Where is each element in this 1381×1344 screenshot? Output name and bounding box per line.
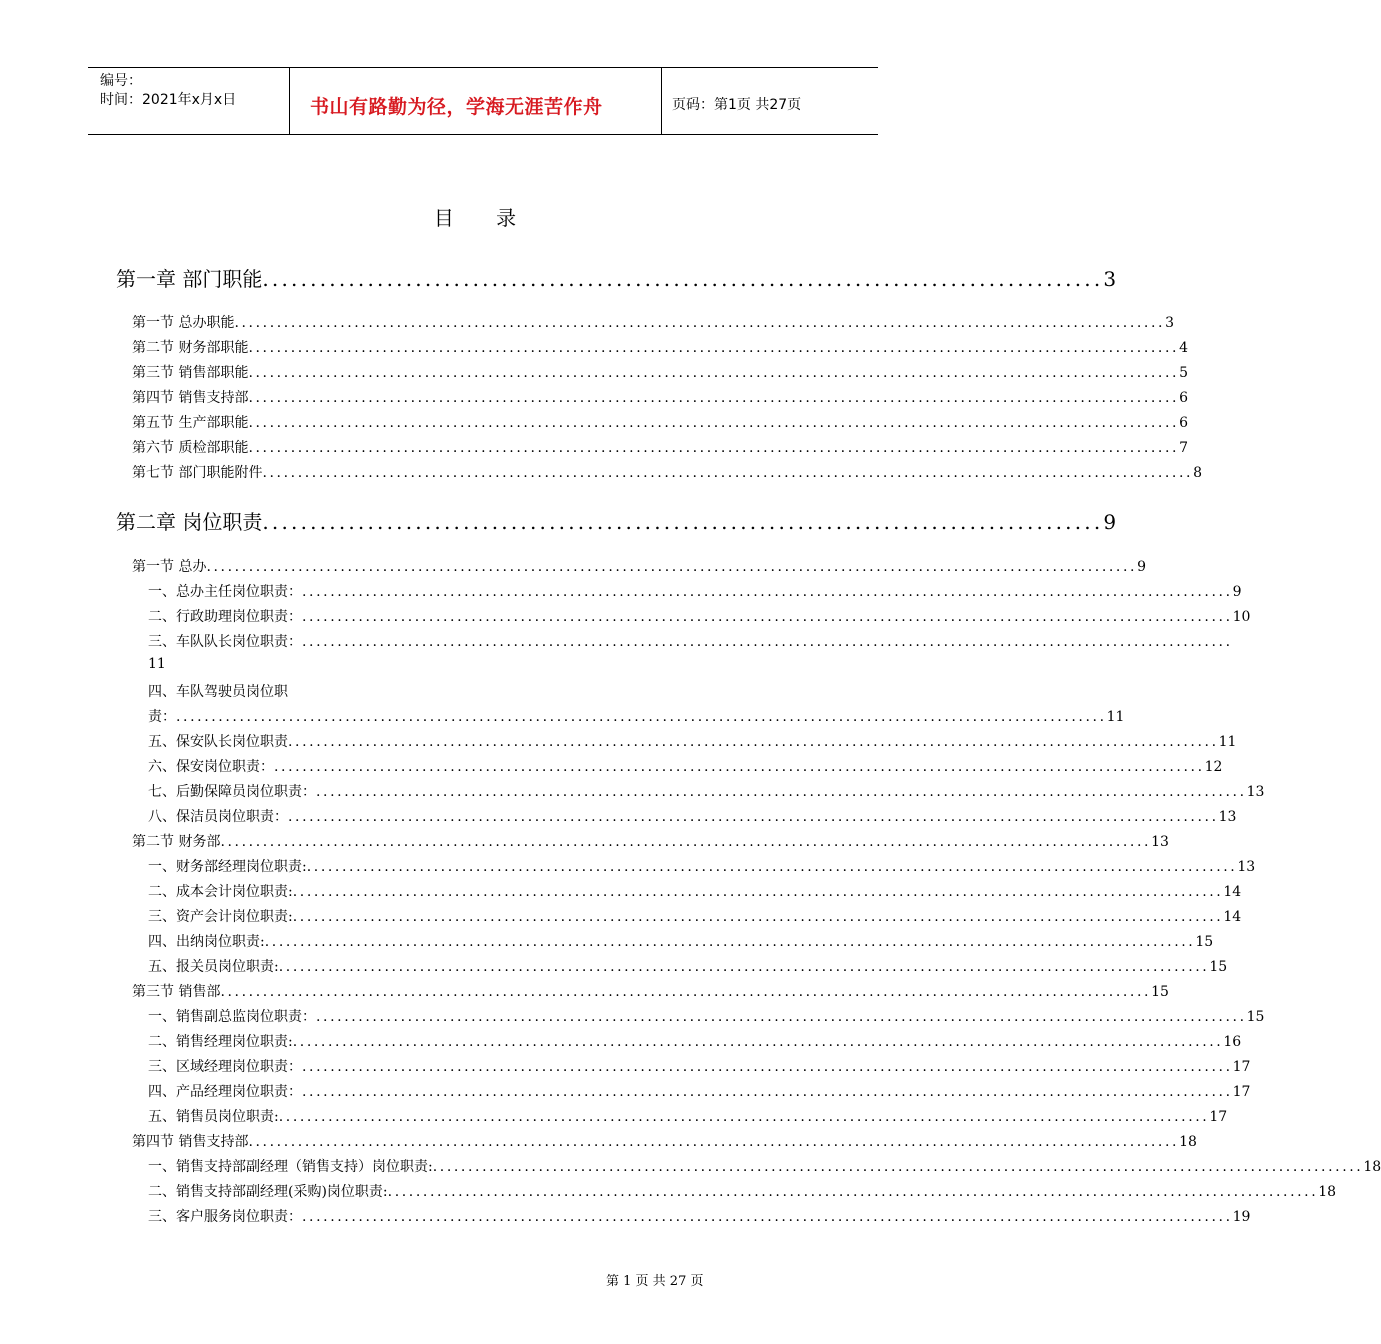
toc-item[interactable] bbox=[148, 1106, 1228, 1126]
toc-item[interactable] bbox=[148, 706, 1125, 726]
toc-leader: .................................................................................................................................... bbox=[264, 934, 1196, 950]
toc-label: 五、报关员岗位职责: bbox=[148, 959, 279, 975]
toc-leader: .................................................................................................................................... bbox=[274, 759, 1205, 775]
toc-leader: .................................................................................................................................... bbox=[302, 1084, 1233, 1100]
toc-page: 15 bbox=[1246, 1009, 1265, 1025]
toc-label: 三、客户服务岗位职责： bbox=[148, 1209, 302, 1225]
toc-leader: .................................................................................................................................... bbox=[248, 365, 1180, 381]
toc-page: 19 bbox=[1232, 1209, 1251, 1225]
toc-page: 9 bbox=[1137, 559, 1146, 575]
toc-page: 13 bbox=[1237, 859, 1256, 875]
toc-section[interactable] bbox=[132, 362, 1188, 382]
toc-label: 三、资产会计岗位职责: bbox=[148, 909, 293, 925]
toc-leader: .................................................................................................................................... bbox=[248, 340, 1180, 356]
toc-page: 12 bbox=[1204, 759, 1223, 775]
toc-chapter[interactable] bbox=[116, 263, 1117, 292]
toc-page: 11 bbox=[1218, 734, 1237, 750]
toc-item[interactable] bbox=[148, 631, 1233, 651]
toc-leader: .................................................................................................................................... bbox=[288, 734, 1219, 750]
toc-label: 第一节 总办职能 bbox=[132, 315, 235, 331]
toc-leader: .................................................................................................................................... bbox=[387, 1184, 1319, 1200]
toc-leader: .................................................................................................................................... bbox=[292, 884, 1224, 900]
toc-page: 13 bbox=[1151, 834, 1169, 850]
toc-label: 二、成本会计岗位职责: bbox=[148, 884, 293, 900]
toc-item[interactable] bbox=[148, 731, 1237, 751]
toc-leader: .................................................................................................................................... bbox=[288, 809, 1219, 825]
toc-label: 第五节 生产部职能 bbox=[132, 415, 249, 431]
toc-item[interactable] bbox=[148, 856, 1256, 876]
toc-leader: ........................................................................................ bbox=[262, 267, 1104, 291]
toc-label: 第二节 财务部职能 bbox=[132, 340, 249, 356]
toc-label: 二、销售经理岗位职责: bbox=[148, 1034, 293, 1050]
toc-section[interactable] bbox=[132, 556, 1146, 576]
toc-page: 17 bbox=[1209, 1109, 1228, 1125]
toc-page: 5 bbox=[1179, 365, 1188, 381]
toc-label: 责： bbox=[148, 709, 176, 725]
toc-leader: .................................................................................................................................... bbox=[316, 1009, 1247, 1025]
toc-leader: .................................................................................................................................... bbox=[248, 440, 1180, 456]
toc-label: 一、总办主任岗位职责： bbox=[148, 584, 302, 600]
toc-page: 14 bbox=[1223, 909, 1242, 925]
toc-page: 18 bbox=[1318, 1184, 1337, 1200]
toc-leader: .................................................................................................................................... bbox=[278, 959, 1210, 975]
toc-label: 一、销售副总监岗位职责： bbox=[148, 1009, 316, 1025]
toc-section[interactable] bbox=[132, 437, 1188, 457]
toc-label: 第三节 销售部职能 bbox=[132, 365, 249, 381]
toc-section[interactable] bbox=[132, 312, 1174, 332]
toc-leader: .................................................................................................................................... bbox=[248, 390, 1180, 406]
toc-leader: .................................................................................................................................... bbox=[278, 1109, 1210, 1125]
toc-page: 10 bbox=[1232, 609, 1251, 625]
toc-page: 3 bbox=[1165, 315, 1174, 331]
toc-leader: .................................................................................................................................... bbox=[302, 1209, 1233, 1225]
toc-page: 14 bbox=[1223, 884, 1242, 900]
toc-leader: .................................................................................................................................... bbox=[302, 609, 1233, 625]
toc-leader: .................................................................................................................................... bbox=[302, 1059, 1233, 1075]
toc-item[interactable] bbox=[148, 756, 1223, 776]
toc-page: 15 bbox=[1195, 934, 1214, 950]
toc-label: 第一节 总办 bbox=[132, 559, 207, 575]
toc-label: 第二节 财务部 bbox=[132, 834, 221, 850]
toc-label: 二、销售支持部副经理(采购)岗位职责: bbox=[148, 1184, 388, 1200]
toc-page: 18 bbox=[1179, 1134, 1197, 1150]
toc-page: 8 bbox=[1193, 465, 1202, 481]
toc-label: 四、出纳岗位职责: bbox=[148, 934, 265, 950]
toc-leader: .................................................................................................................................... bbox=[292, 909, 1224, 925]
toc-leader: .................................................................................................................................... bbox=[234, 315, 1166, 331]
toc-leader: .................................................................................................................................... bbox=[302, 634, 1233, 650]
toc-label: 三、区域经理岗位职责： bbox=[148, 1059, 302, 1075]
toc-page: 15 bbox=[1151, 984, 1169, 1000]
toc-label: 第四节 销售支持部 bbox=[132, 390, 249, 406]
toc-item[interactable] bbox=[148, 781, 1265, 801]
toc-page: 17 bbox=[1232, 1059, 1251, 1075]
toc-label: 一、销售支持部副经理（销售支持）岗位职责: bbox=[148, 1159, 433, 1175]
toc-item[interactable] bbox=[148, 906, 1242, 926]
toc-item[interactable] bbox=[148, 581, 1242, 601]
motto-text: 书山有路勤为径，学海无涯苦作舟 bbox=[310, 96, 603, 118]
toc-section[interactable] bbox=[132, 981, 1169, 1001]
toc-leader: .................................................................................................................................... bbox=[292, 1034, 1224, 1050]
toc-leader: .................................................................................................................................... bbox=[262, 465, 1194, 481]
toc-section[interactable] bbox=[132, 337, 1188, 357]
toc-label: 六、保安岗位职责： bbox=[148, 759, 274, 775]
toc-leader: .................................................................................................................................... bbox=[220, 834, 1152, 850]
toc-label: 第一章 部门职能 bbox=[116, 267, 263, 291]
toc-section[interactable] bbox=[132, 412, 1188, 432]
toc-section[interactable] bbox=[132, 462, 1202, 482]
page-footer: 第 1 页 共 27 页 bbox=[606, 1274, 704, 1289]
toc-page: 18 bbox=[1363, 1159, 1381, 1175]
toc-section[interactable] bbox=[132, 387, 1188, 407]
toc-item[interactable] bbox=[148, 1206, 1251, 1226]
header-motto-cell bbox=[290, 68, 662, 134]
toc-page-wrapped: 11 bbox=[148, 656, 166, 672]
toc-section[interactable] bbox=[132, 831, 1169, 851]
toc-item[interactable] bbox=[148, 1081, 1251, 1101]
toc-leader: .................................................................................................................................... bbox=[316, 784, 1247, 800]
toc-page: 3 bbox=[1103, 267, 1117, 291]
toc-leader: .................................................................................................................................... bbox=[248, 415, 1180, 431]
toc-label: 三、车队队长岗位职责： bbox=[148, 634, 302, 650]
toc-item[interactable] bbox=[148, 1031, 1242, 1051]
toc-label: 五、保安队长岗位职责 bbox=[148, 734, 288, 750]
toc-page: 9 bbox=[1232, 584, 1242, 600]
toc-item[interactable] bbox=[148, 881, 1242, 901]
toc-page: 9 bbox=[1103, 510, 1117, 534]
toc-label: 四、产品经理岗位职责： bbox=[148, 1084, 302, 1100]
toc-leader: ........................................................................................ bbox=[262, 510, 1104, 534]
toc-leader: .................................................................................................................................... bbox=[302, 584, 1233, 600]
toc-label: 五、销售员岗位职责: bbox=[148, 1109, 279, 1125]
toc-chapter[interactable] bbox=[116, 506, 1117, 535]
toc-leader: .................................................................................................................................... bbox=[248, 1134, 1180, 1150]
header-meta-cell bbox=[88, 68, 290, 134]
toc-item[interactable] bbox=[148, 1056, 1251, 1076]
toc-page: 7 bbox=[1179, 440, 1188, 456]
toc-item[interactable] bbox=[148, 1156, 1381, 1176]
toc-item[interactable] bbox=[148, 606, 1251, 626]
toc-page: 13 bbox=[1246, 784, 1265, 800]
time-label: 时间：2021年x月x日 bbox=[100, 92, 237, 108]
toc-item[interactable] bbox=[148, 931, 1214, 951]
header-page-cell bbox=[662, 68, 878, 134]
toc-leader: .................................................................................................................................... bbox=[432, 1159, 1364, 1175]
toc-label: 七、后勤保障员岗位职责： bbox=[148, 784, 316, 800]
toc-item[interactable] bbox=[148, 956, 1228, 976]
number-label: 编号： bbox=[100, 73, 142, 89]
toc-page: 13 bbox=[1218, 809, 1237, 825]
toc-leader: .................................................................................................................................... bbox=[306, 859, 1238, 875]
toc-label: 第七节 部门职能附件 bbox=[132, 465, 263, 481]
toc-label-wrapped: 四、车队驾驶员岗位职 bbox=[148, 684, 288, 700]
toc-page: 6 bbox=[1179, 415, 1188, 431]
toc-page: 11 bbox=[1106, 709, 1125, 725]
toc-label: 第二章 岗位职责 bbox=[116, 510, 263, 534]
toc-label: 八、保洁员岗位职责： bbox=[148, 809, 288, 825]
toc-page: 6 bbox=[1179, 390, 1188, 406]
toc-title: 目 录 bbox=[433, 206, 535, 230]
toc-item[interactable] bbox=[148, 806, 1237, 826]
toc-page: 17 bbox=[1232, 1084, 1251, 1100]
toc-leader: .................................................................................................................................... bbox=[220, 984, 1152, 1000]
toc-label: 二、行政助理岗位职责： bbox=[148, 609, 302, 625]
toc-leader: .................................................................................................................................... bbox=[176, 709, 1107, 725]
toc-label: 第三节 销售部 bbox=[132, 984, 221, 1000]
toc-page: 16 bbox=[1223, 1034, 1242, 1050]
toc-label: 一、财务部经理岗位职责: bbox=[148, 859, 307, 875]
toc-page: 15 bbox=[1209, 959, 1228, 975]
toc-item[interactable] bbox=[148, 1006, 1265, 1026]
toc-page: 4 bbox=[1179, 340, 1188, 356]
toc-item[interactable] bbox=[148, 1181, 1337, 1201]
document-header bbox=[88, 67, 878, 135]
toc-label: 第六节 质检部职能 bbox=[132, 440, 249, 456]
toc-leader: .................................................................................................................................... bbox=[206, 559, 1138, 575]
page-info: 页码：第1页 共27页 bbox=[672, 97, 802, 113]
toc-label: 第四节 销售支持部 bbox=[132, 1134, 249, 1150]
toc-section[interactable] bbox=[132, 1131, 1197, 1151]
